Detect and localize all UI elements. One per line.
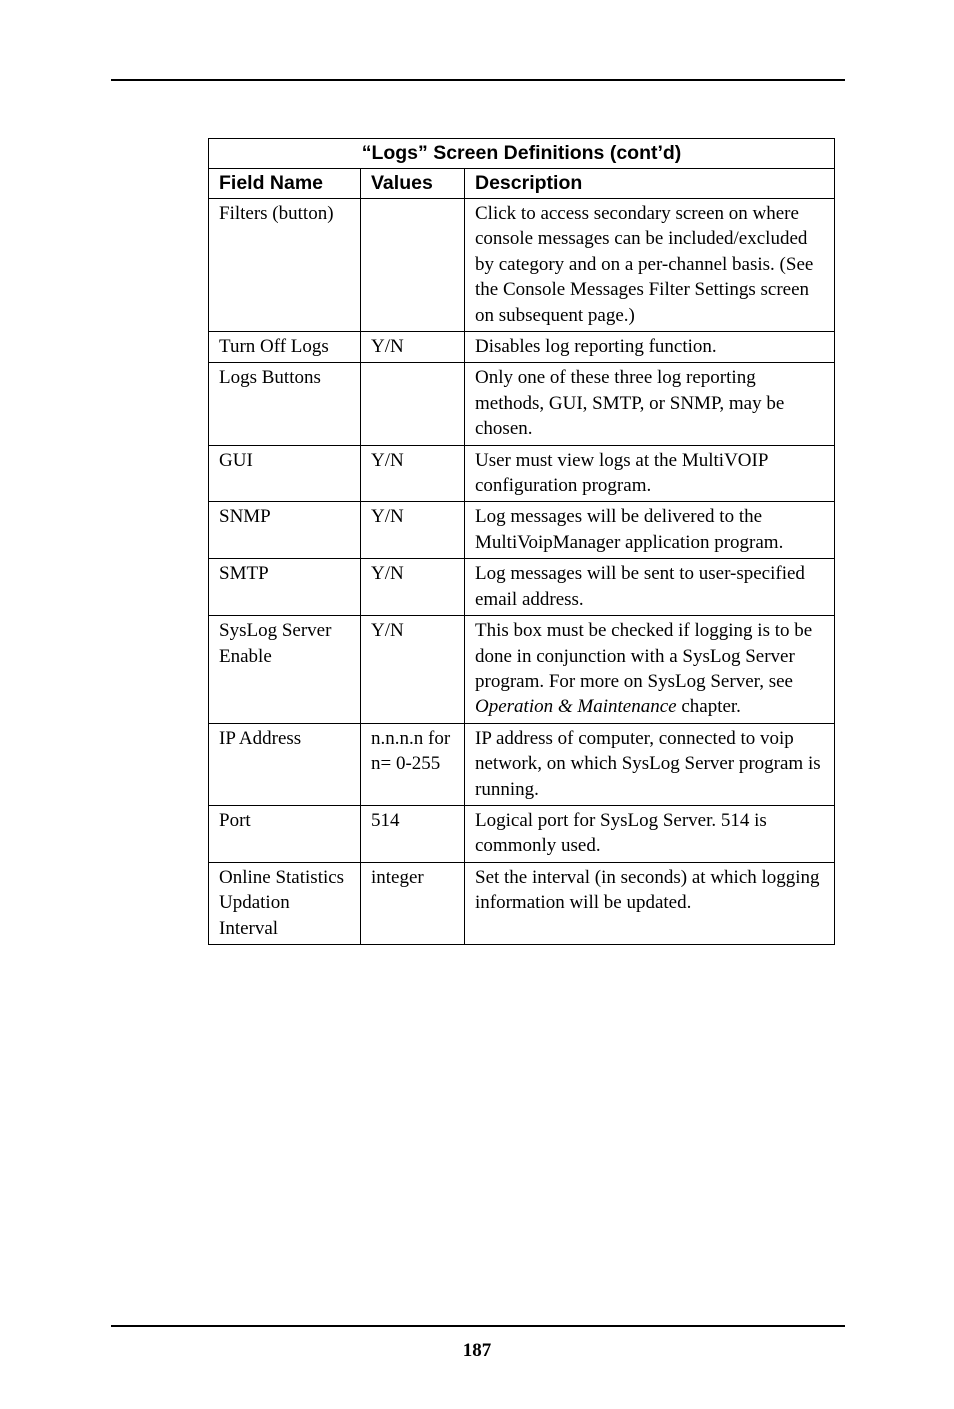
field-name-cell: Port [209, 805, 361, 862]
table-row [209, 199, 835, 332]
description-cell: Log messages will be sent to user-specified email address. [465, 559, 835, 616]
field-name-cell: Logs Buttons [209, 363, 361, 445]
description-cell: Set the interval (in seconds) at which logging information will be updated. [465, 862, 835, 944]
values-cell: n.n.n.n for n= 0-255 [361, 723, 465, 805]
description-cell: Only one of these three log reporting methods, GUI, SMTP, or SNMP, may be chosen. [465, 363, 835, 445]
table-row [209, 862, 835, 944]
field-name-cell: Turn Off Logs [209, 332, 361, 363]
header-rule [111, 79, 845, 81]
description-cell: IP address of computer, connected to voip network, on which SysLog Server program is running. [465, 723, 835, 805]
description-cell: Logical port for SysLog Server. 514 is commonly used. [465, 805, 835, 862]
field-name-cell: IP Address [209, 723, 361, 805]
column-header-description: Description [465, 169, 835, 199]
values-cell [361, 363, 465, 445]
field-name-cell: Online Statistics Updation Interval [209, 862, 361, 944]
table-caption-row [209, 139, 835, 169]
values-cell: 514 [361, 805, 465, 862]
values-cell: Y/N [361, 332, 465, 363]
footer-rule [111, 1325, 845, 1327]
chapter-reference: Operation & Maintenance [475, 696, 677, 718]
table-row [209, 723, 835, 805]
field-name-cell: GUI [209, 445, 361, 502]
table-row [209, 616, 835, 724]
values-cell: Y/N [361, 445, 465, 502]
values-cell: Y/N [361, 616, 465, 724]
description-cell: User must view logs at the MultiVOIP configuration program. [465, 445, 835, 502]
table-caption: “Logs” Screen Definitions (cont’d) [209, 139, 835, 169]
field-name-cell: SNMP [209, 502, 361, 559]
table-row [209, 445, 835, 502]
logs-definitions-table [208, 138, 835, 945]
description-cell: Click to access secondary screen on where console messages can be included/excluded by category and on a per-channel basis. (See the Console Messages Filter Settings screen on subsequent page.) [465, 199, 835, 332]
column-header-values: Values [361, 169, 465, 199]
table-row [209, 502, 835, 559]
description-cell: Log messages will be delivered to the MultiVoipManager application program. [465, 502, 835, 559]
table-row [209, 332, 835, 363]
table-row [209, 559, 835, 616]
field-name-cell: SMTP [209, 559, 361, 616]
description-text: This box must be checked if logging is to be done in conjunction with a SysLog Server program. For more on SysLog Server, see [475, 620, 813, 692]
page-number: 187 [462, 1340, 492, 1361]
field-name-cell: SysLog Server Enable [209, 616, 361, 724]
values-cell: integer [361, 862, 465, 944]
table-row [209, 363, 835, 445]
values-cell: Y/N [361, 559, 465, 616]
description-cell: Disables log reporting function. [465, 332, 835, 363]
table-row [209, 805, 835, 862]
table-header-row [209, 169, 835, 199]
description-cell [465, 616, 835, 724]
field-name-cell: Filters (button) [209, 199, 361, 332]
column-header-field-name: Field Name [209, 169, 361, 199]
description-text: chapter. [676, 696, 741, 718]
values-cell: Y/N [361, 502, 465, 559]
values-cell [361, 199, 465, 332]
